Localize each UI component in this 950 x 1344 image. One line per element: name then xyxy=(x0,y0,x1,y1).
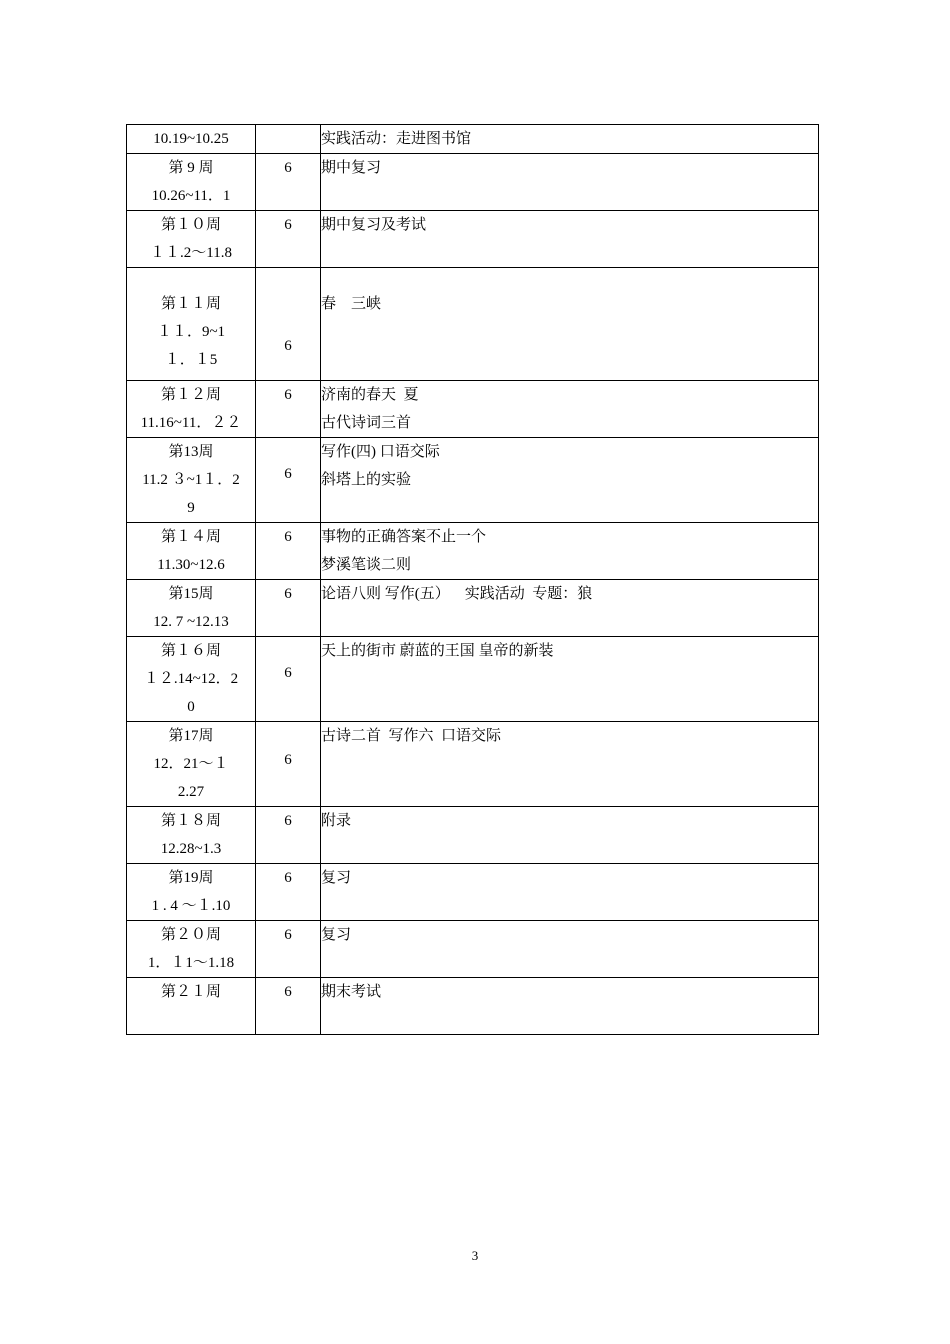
week-line: 第２０周 xyxy=(160,927,221,943)
page-number: 3 xyxy=(471,1248,479,1263)
week-line: 第１６周 xyxy=(160,643,221,659)
week-line: 第13周 xyxy=(168,444,214,460)
content-line: 写作(四) 口语交际 xyxy=(321,444,440,460)
hours-cell: 6 xyxy=(256,154,321,211)
table-row xyxy=(127,125,819,154)
content-line: 春 三峡 xyxy=(321,296,382,312)
content-line: 期中复习及考试 xyxy=(321,217,427,233)
week-line: １１．9~1 xyxy=(156,324,226,340)
hours-cell: 6 xyxy=(256,438,321,523)
content-cell xyxy=(321,921,819,978)
week-cell xyxy=(127,921,256,978)
hours-cell: 6 xyxy=(256,637,321,722)
content-line: 梦溪笔谈二则 xyxy=(321,557,412,573)
week-line: 12．21～１ xyxy=(153,756,229,772)
content-cell xyxy=(321,268,819,381)
table-row xyxy=(127,864,819,921)
week-line: 9 xyxy=(187,500,195,516)
content-cell xyxy=(321,722,819,807)
week-line: １．１5 xyxy=(164,352,218,368)
week-line: 11.2 ３~1１．2 xyxy=(142,472,240,488)
table-row xyxy=(127,381,819,438)
table-row xyxy=(127,637,819,722)
week-cell xyxy=(127,268,256,381)
hours-cell: 6 xyxy=(256,807,321,864)
week-line: 第１２周 xyxy=(160,387,221,403)
content-cell xyxy=(321,637,819,722)
content-line: 古代诗词三首 xyxy=(321,415,412,431)
week-line: １２.14~12．2 xyxy=(143,671,239,687)
week-cell xyxy=(127,637,256,722)
week-line: 第 9 周 xyxy=(168,160,214,176)
table-row xyxy=(127,211,819,268)
hours-cell: 6 xyxy=(256,978,321,1035)
content-line: 论语八则 写作(五） 实践活动 专题：狼 xyxy=(321,586,593,602)
week-cell xyxy=(127,438,256,523)
content-line: 实践活动：走进图书馆 xyxy=(321,131,472,147)
content-line: 事物的正确答案不止一个 xyxy=(321,529,487,545)
schedule-table xyxy=(126,124,819,1035)
table-row xyxy=(127,580,819,637)
hours-cell: 6 xyxy=(256,381,321,438)
table-row xyxy=(127,978,819,1035)
content-cell xyxy=(321,438,819,523)
week-line: 1 . 4 ～１.10 xyxy=(151,898,231,914)
week-line: 12.28~1.3 xyxy=(160,841,222,857)
content-line: 天上的街市 蔚蓝的王国 皇帝的新装 xyxy=(321,643,554,659)
week-line: １１.2～11.8 xyxy=(150,245,232,261)
week-cell xyxy=(127,580,256,637)
week-cell xyxy=(127,722,256,807)
week-line: 11.30~12.6 xyxy=(157,557,225,573)
content-line: 期末考试 xyxy=(321,984,382,1000)
content-line: 济南的春天 夏 xyxy=(321,387,419,403)
week-cell xyxy=(127,381,256,438)
hours-cell: 6 xyxy=(256,523,321,580)
content-cell xyxy=(321,807,819,864)
week-line: 2.27 xyxy=(177,784,205,800)
hours-cell: 6 xyxy=(256,268,321,381)
week-line: 10.26~11．1 xyxy=(151,188,231,204)
week-cell xyxy=(127,807,256,864)
week-cell xyxy=(127,211,256,268)
week-line: 第１８周 xyxy=(160,813,221,829)
content-line: 期中复习 xyxy=(321,160,382,176)
week-line: 10.19~10.25 xyxy=(153,131,229,147)
week-line: 第15周 xyxy=(168,586,214,602)
week-line: 第２１周 xyxy=(160,984,221,1000)
week-cell xyxy=(127,523,256,580)
week-cell xyxy=(127,154,256,211)
table-row xyxy=(127,438,819,523)
hours-cell: 6 xyxy=(256,211,321,268)
week-cell xyxy=(127,864,256,921)
content-cell xyxy=(321,523,819,580)
content-cell xyxy=(321,864,819,921)
week-line: 第19周 xyxy=(168,870,214,886)
content-cell xyxy=(321,154,819,211)
week-cell xyxy=(127,125,256,154)
table-row xyxy=(127,154,819,211)
week-line: 0 xyxy=(187,699,195,715)
content-line: 古诗二首 写作六 口语交际 xyxy=(321,728,502,744)
week-line: 1．１1～1.18 xyxy=(147,955,235,971)
hours-cell xyxy=(256,125,321,154)
content-cell xyxy=(321,125,819,154)
content-cell xyxy=(321,211,819,268)
week-line: 第１１周 xyxy=(160,296,221,312)
table-row xyxy=(127,921,819,978)
content-cell xyxy=(321,580,819,637)
content-line: 复习 xyxy=(321,927,352,943)
week-line: 第１４周 xyxy=(160,529,221,545)
week-line: 12. 7 ~12.13 xyxy=(153,614,229,630)
table-row xyxy=(127,268,819,381)
hours-cell: 6 xyxy=(256,921,321,978)
week-line: 11.16~11．２２ xyxy=(140,415,242,431)
table-row xyxy=(127,523,819,580)
content-line: 斜塔上的实验 xyxy=(321,472,412,488)
table-row xyxy=(127,722,819,807)
week-line: 第１０周 xyxy=(160,217,221,233)
table-row xyxy=(127,807,819,864)
content-line: 复习 xyxy=(321,870,352,886)
hours-cell: 6 xyxy=(256,722,321,807)
content-cell xyxy=(321,978,819,1035)
content-cell xyxy=(321,381,819,438)
hours-cell: 6 xyxy=(256,580,321,637)
hours-cell: 6 xyxy=(256,864,321,921)
content-line: 附录 xyxy=(321,813,352,829)
week-line: 第17周 xyxy=(168,728,214,744)
week-cell xyxy=(127,978,256,1035)
